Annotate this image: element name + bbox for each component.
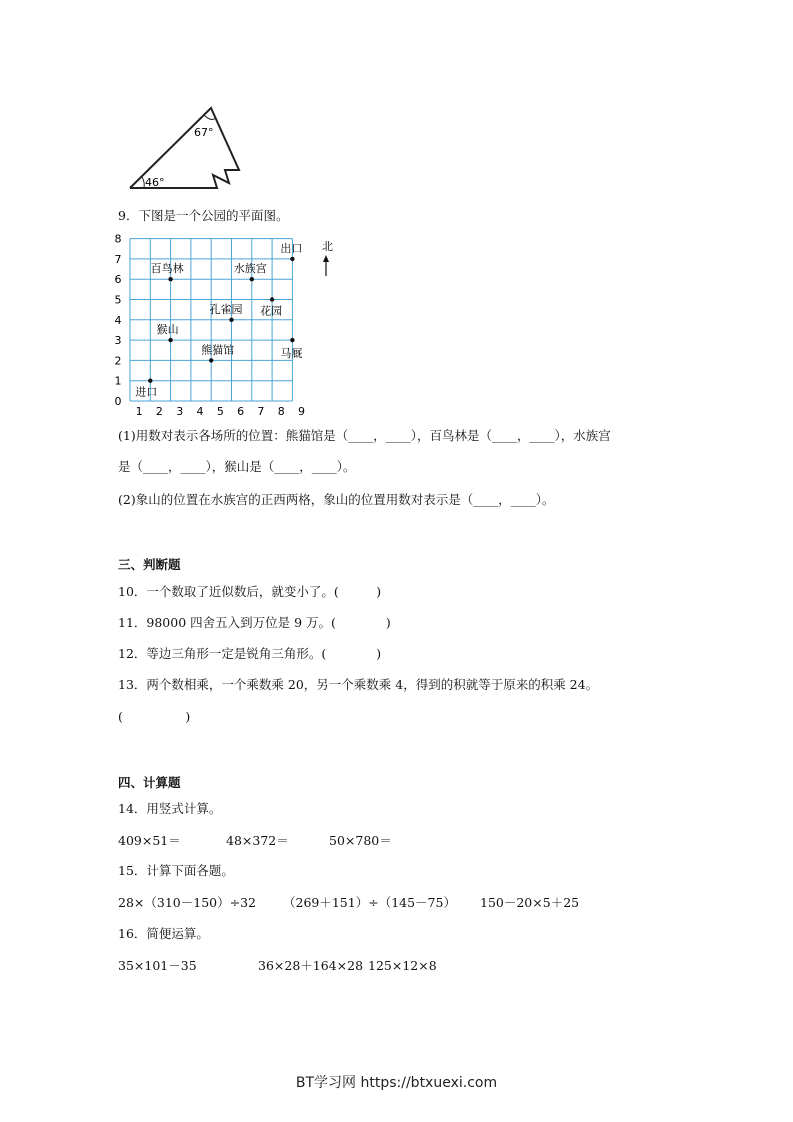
x-tick-label: 6 — [237, 405, 245, 418]
q9-sub1-line1: (1)用数对表示各场所的位置：熊猫馆是（____，____），百鸟林是（____，____），水族宫 — [118, 428, 611, 443]
section3-title: 三、判断题 — [118, 557, 181, 572]
q15-item: 150－20×5＋25 — [480, 895, 580, 910]
q9-sub1-line2: 是（____，____），猴山是（____，____）。 — [118, 459, 356, 474]
x-tick-label: 8 — [277, 405, 285, 418]
q14-item: 50×780＝ — [329, 833, 392, 848]
north-label: 北 — [322, 240, 333, 253]
q14-item: 409×51＝ — [118, 833, 181, 848]
place-label: 出口 — [280, 241, 303, 255]
y-tick-label: 3 — [114, 334, 122, 348]
angle-label-top: 67° — [194, 126, 214, 139]
place-dot — [209, 358, 213, 362]
triangle-figure — [125, 102, 245, 194]
q10: 10．一个数取了近似数后，就变小了。( ) — [118, 584, 382, 599]
q12: 12．等边三角形一定是锐角三角形。( ) — [118, 646, 382, 661]
y-tick-label: 6 — [114, 273, 122, 287]
q13: 13．两个数相乘，一个乘数乘 20，另一个乘数乘 4，得到的积就等于原来的积乘 24。 — [118, 677, 599, 692]
y-tick-label: 7 — [114, 252, 122, 266]
place-dot — [168, 277, 172, 281]
place-label: 花园 — [260, 304, 283, 318]
place-dot — [270, 297, 274, 301]
y-tick-label: 4 — [114, 313, 122, 327]
q16: 16．简便运算。 — [118, 926, 209, 941]
y-tick-label: 0 — [114, 395, 122, 408]
q14-item: 48×372＝ — [226, 833, 289, 848]
q9-stem: 9．下图是一个公园的平面图。 — [118, 208, 289, 223]
x-tick-label: 3 — [176, 405, 184, 418]
x-tick-label: 9 — [298, 405, 306, 418]
q16-item: 125×12×8 — [368, 958, 437, 973]
place-dot — [290, 257, 294, 261]
place-label: 马厩 — [280, 347, 303, 361]
place-label: 猴山 — [156, 323, 179, 337]
q9-sub2: (2)象山的位置在水族宫的正西两格，象山的位置用数对表示是（____，____）。 — [118, 492, 555, 507]
q15: 15．计算下面各题。 — [118, 863, 234, 878]
x-axis-ticks — [136, 405, 305, 418]
place-label: 进口 — [135, 385, 158, 399]
place-dot — [168, 338, 172, 342]
angle-label-left: 46° — [145, 176, 165, 189]
place-label: 百鸟林 — [150, 262, 184, 276]
y-tick-label: 5 — [114, 293, 122, 307]
x-tick-label: 2 — [155, 405, 163, 418]
north-arrowhead-icon — [323, 255, 329, 262]
x-tick-label: 4 — [196, 405, 204, 418]
angle-arc-left — [142, 177, 144, 188]
y-tick-label: 2 — [114, 354, 122, 368]
place-dot — [148, 379, 152, 383]
q13-answer-paren: ( ) — [118, 709, 191, 724]
place-dot — [229, 318, 233, 322]
place-label: 水族宫 — [233, 262, 267, 276]
q14: 14．用竖式计算。 — [118, 801, 222, 816]
q11: 11．98000 四舍五入到万位是 9 万。( ) — [118, 615, 391, 630]
place-dot — [290, 338, 294, 342]
place-label: 熊猫馆 — [201, 343, 235, 357]
q16-item: 35×101－35 — [118, 958, 197, 973]
q16-item: 36×28＋164×28 — [258, 958, 364, 973]
y-tick-label: 1 — [114, 374, 122, 388]
park-map — [112, 228, 342, 420]
y-tick-label: 8 — [114, 232, 122, 246]
q15-item: （269＋151）÷（145－75） — [283, 895, 456, 910]
y-axis-ticks — [115, 233, 122, 408]
footer-watermark: BT学习网 https://btxuexi.com — [295, 1075, 498, 1091]
x-tick-label: 7 — [257, 405, 265, 418]
place-dot — [250, 277, 254, 281]
x-tick-label: 5 — [216, 405, 224, 418]
section4-title: 四、计算题 — [118, 775, 181, 790]
x-tick-label: 1 — [135, 405, 143, 418]
place-label: 孔雀园 — [209, 302, 243, 316]
q15-item: 28×（310－150）÷32 — [118, 895, 256, 910]
